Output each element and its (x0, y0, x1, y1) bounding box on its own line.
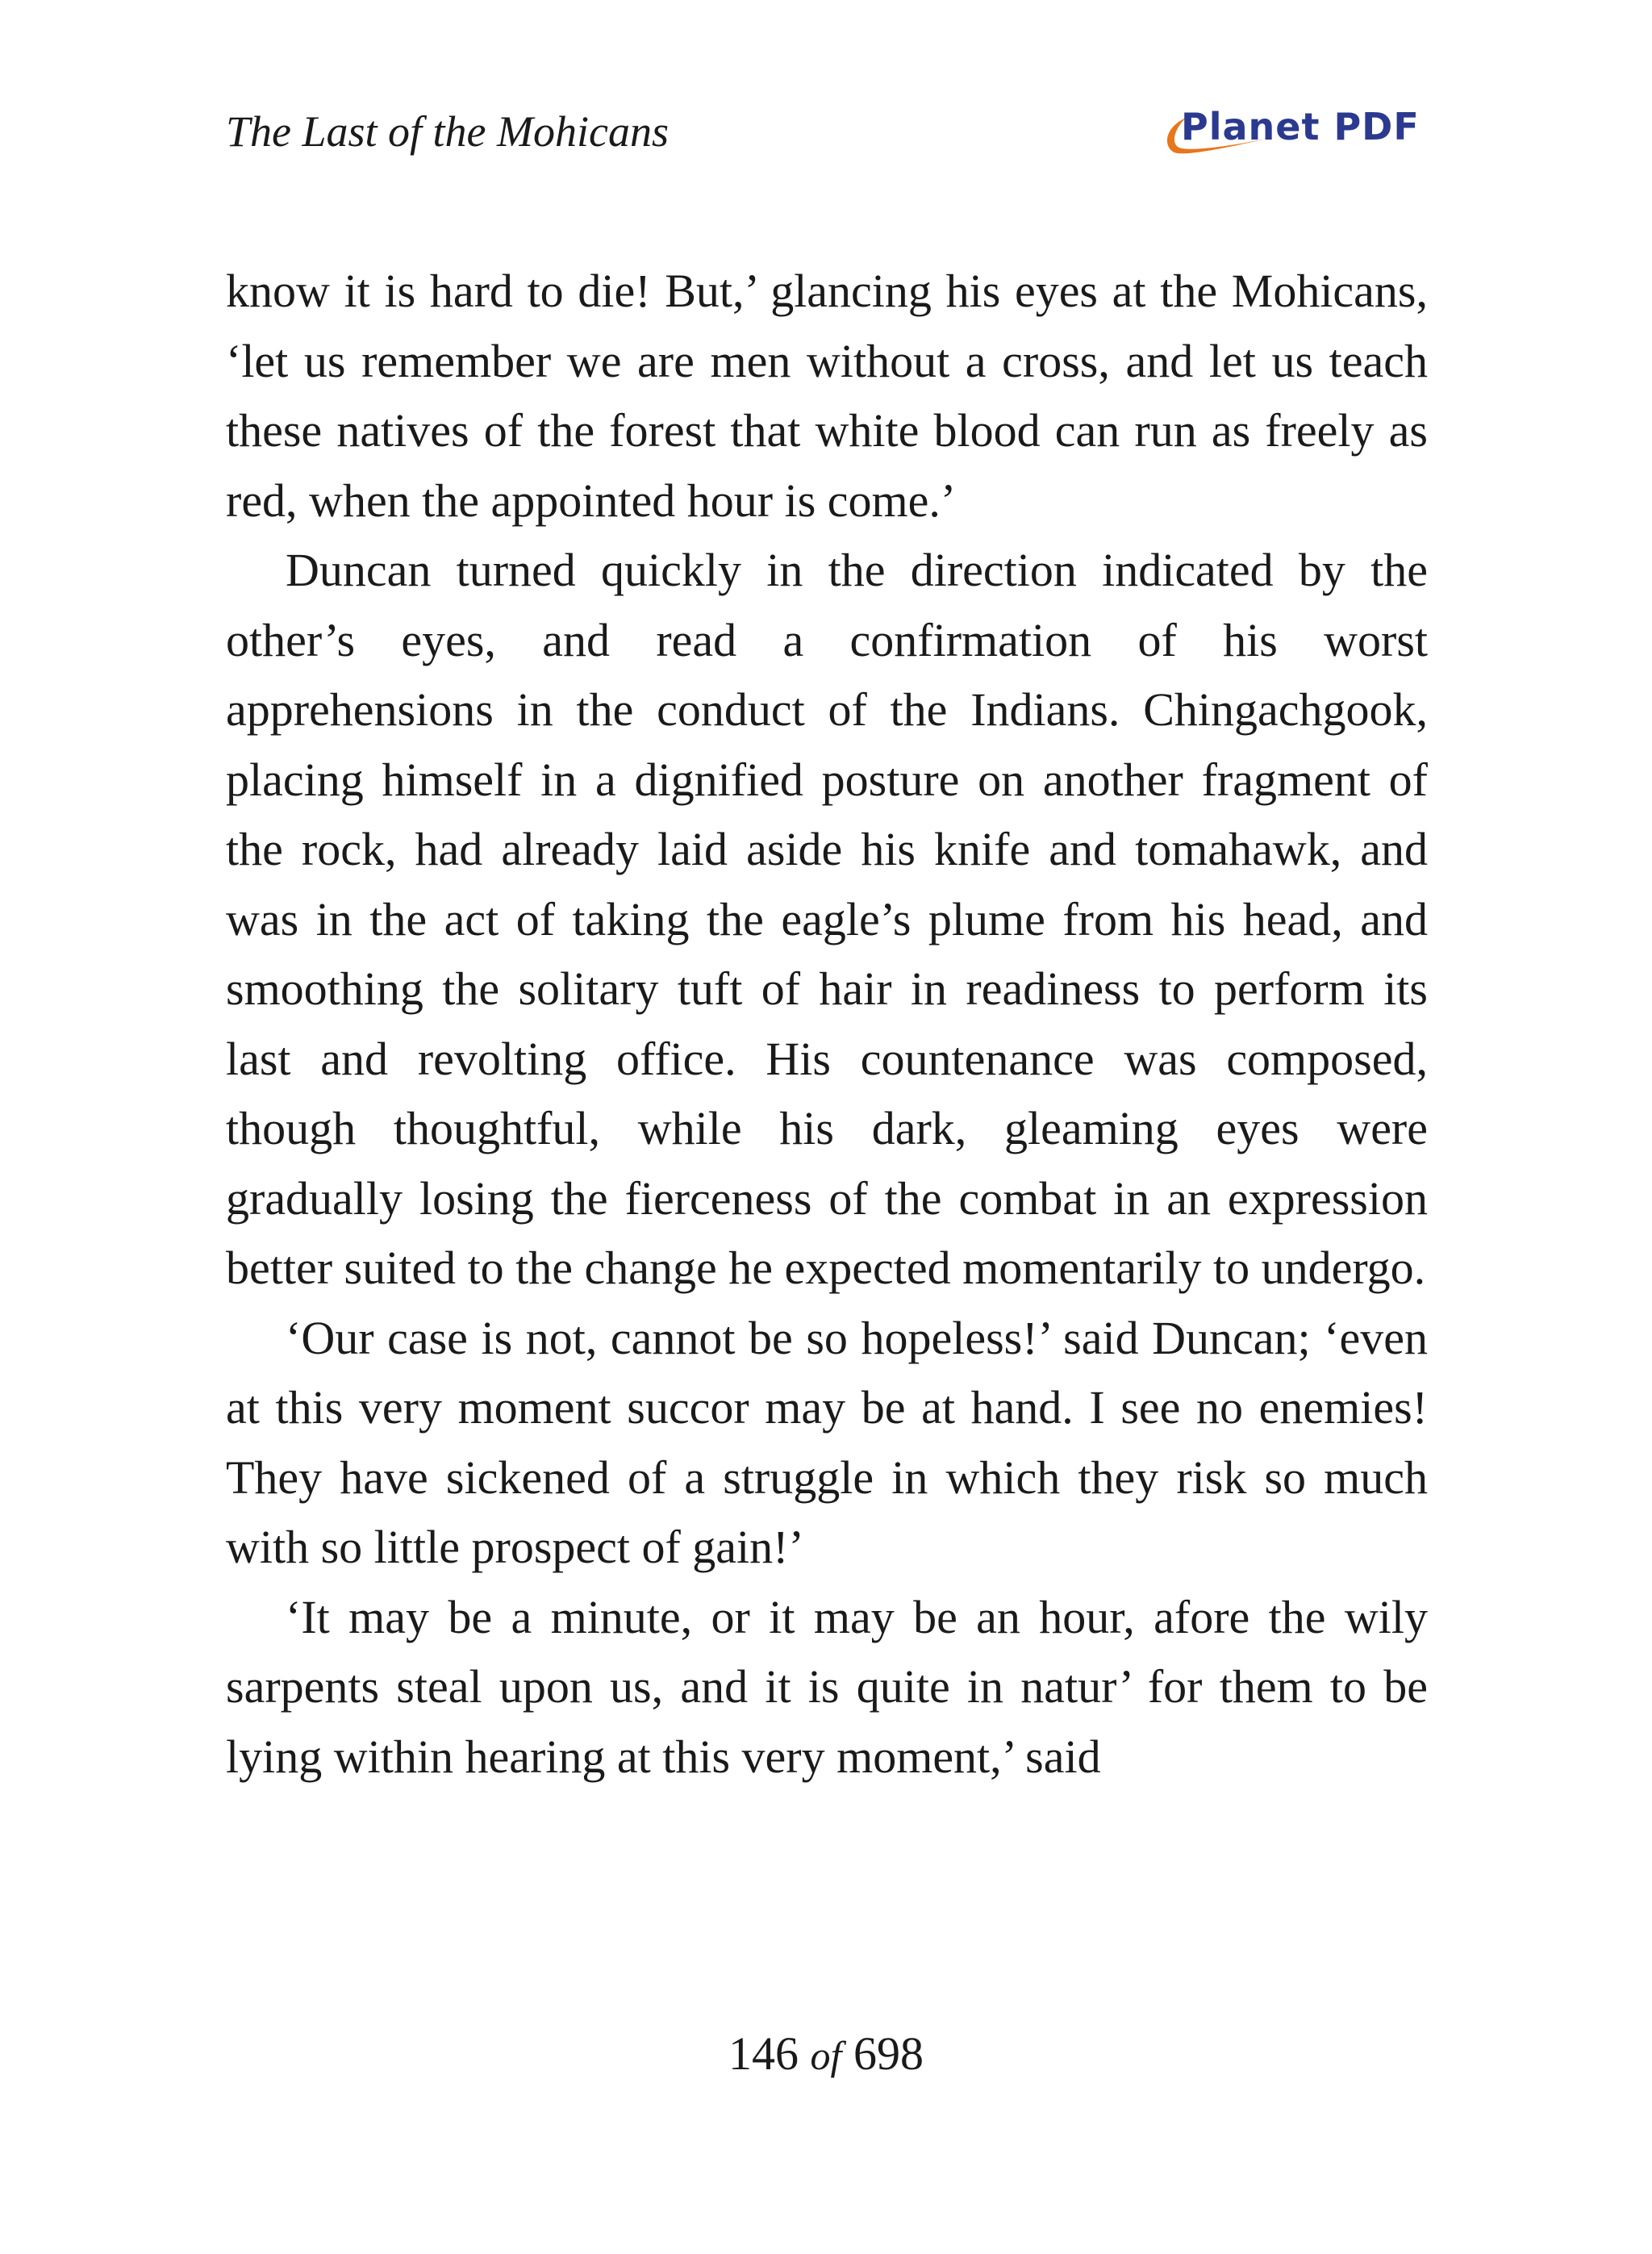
paragraph: ‘It may be a minute, or it may be an hour, afore the wily sarpents steal upon us, and it is quite in natur’ for them to be lying within hearing at this very moment,’ said (226, 1590, 1428, 1783)
paragraph: know it is hard to die! But,’ glancing his eyes at the Mohicans, ‘let us remember we are men without a cross, and let us teach these natives of the forest that white blood can run as freely as red, when the appointed hour is come.’ (226, 265, 1428, 527)
paragraph: ‘Our case is not, cannot be so hopeless!’ said Duncan; ‘even at this very moment succor may be at hand. I see no enemies! They have sickened of a struggle in which they risk so much with so little prospect of gain!’ (226, 1311, 1428, 1573)
planet-pdf-logo (1162, 103, 1428, 168)
page-current: 146 (728, 2027, 799, 2080)
page-header (226, 103, 1428, 176)
book-title: The Last of the Mohicans (226, 107, 669, 156)
body-text (226, 257, 1428, 1792)
paragraph: Duncan turned quickly in the direction indicated by the other’s eyes, and read a confirmation of his worst apprehensions in the conduct of the Indians. Chingachgook, placing himself in a dignified posture on another fragment of the rock, had already laid aside his knife and tomahawk, and was in the act of taking the eagle’s plume from his head, and smoothing the solitary tuft of hair in readiness to perform its last and revolting office. His countenance was composed, though thoughtful, while his dark, gleaming eyes were gradually losing the fierceness of the combat in an expression better suited to the change he expected momentarily to undergo. (226, 544, 1428, 1294)
page-of-label: of (810, 2033, 842, 2078)
logo-text: Planet PDF (1181, 105, 1420, 148)
page-number (0, 2027, 1652, 2081)
page-total: 698 (853, 2027, 924, 2080)
